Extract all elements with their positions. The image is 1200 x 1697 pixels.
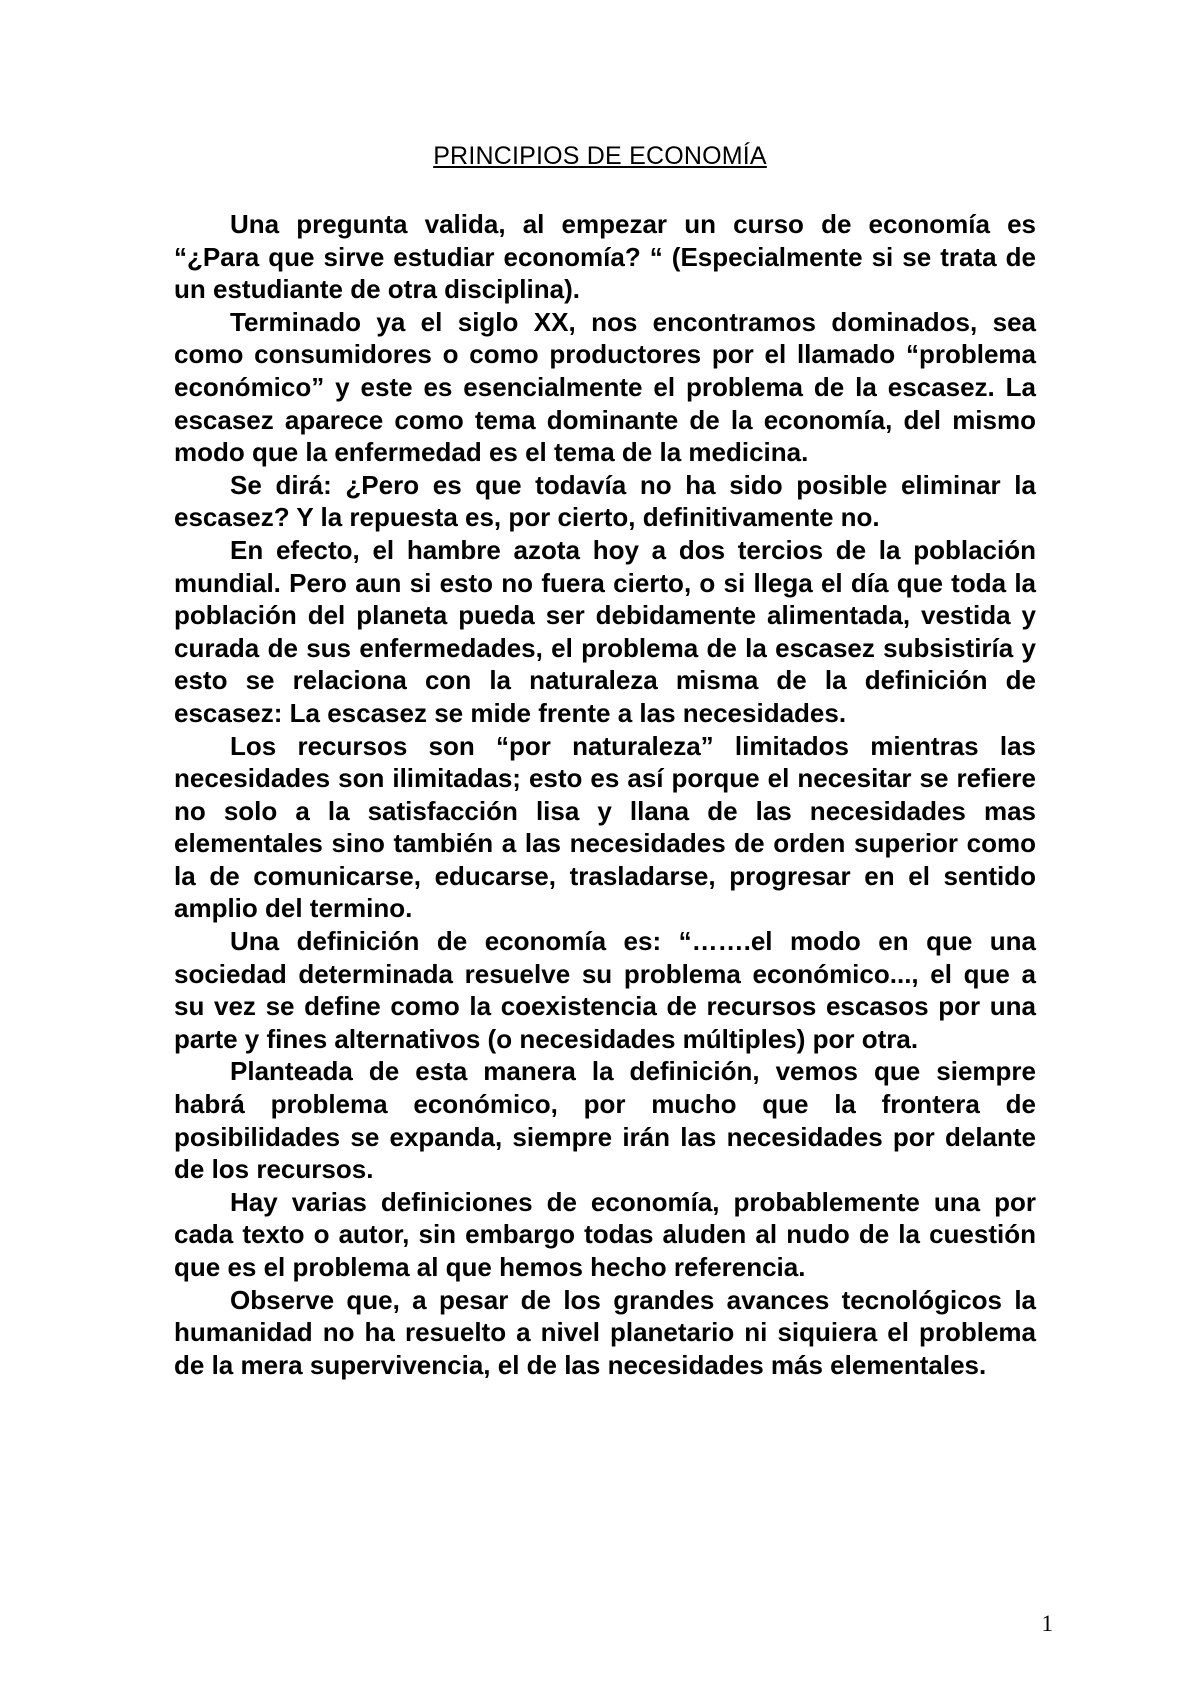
paragraph: Terminado ya el siglo XX, nos encontramos dominados, sea como consumidores o como productores por el llamado “problema económico” y este es esencialmente el problema de la escasez. La escasez aparece como tema dominante de la economía, del mismo modo que la enfermedad es el tema de la medicina. [174, 306, 1036, 468]
paragraph: Hay varias definiciones de economía, probablemente una por cada texto o autor, sin embargo todas aluden al nudo de la cuestión que es el problema al que hemos hecho referencia. [174, 1186, 1036, 1282]
paragraph: Se dirá: ¿Pero es que todavía no ha sido posible eliminar la escasez? Y la repuesta es, por cierto, definitivamente no. [174, 469, 1036, 533]
paragraph: En efecto, el hambre azota hoy a dos tercios de la población mundial. Pero aun si esto no fuera cierto, o si llega el día que toda la población del planeta pueda ser debidamente alimentada, vestida y curada de sus enfermedades, el problema de la escasez subsistiría y esto se relaciona con la naturaleza misma de la definición de escasez: La escasez se mide frente a las necesidades. [174, 534, 1036, 728]
paragraph: Una definición de economía es: “…….el modo en que una sociedad determinada resuelve su problema económico..., el que a su vez se define como la coexistencia de recursos escasos por una parte y fines alternativos (o necesidades múltiples) por otra. [174, 926, 1036, 1054]
paragraph: Observe que, a pesar de los grandes avances tecnológicos la humanidad no ha resuelto a nivel planetario ni siquiera el problema de la mera supervivencia, el de las necesidades más elementales. [174, 1284, 1036, 1380]
document-title: PRINCIPIOS DE ECONOMÍA [433, 142, 767, 170]
paragraph: Planteada de esta manera la definición, vemos que siempre habrá problema económico, por mucho que la frontera de posibilidades se expanda, siempre irán las necesidades por delante de los recursos. [174, 1056, 1036, 1185]
document-body [174, 208, 1036, 1381]
paragraph: Los recursos son “por naturaleza” limitados mientras las necesidades son ilimitadas; esto es así porque el necesitar se refiere no solo a la satisfacción lisa y llana de las necesidades mas elementales sino también a las necesidades de orden superior como la de comunicarse, educarse, trasladarse, progresar en el sentido amplio del termino. [174, 730, 1036, 924]
paragraph: Una pregunta valida, al empezar un curso de economía es “¿Para que sirve estudiar economía? “ (Especialmente si se trata de un estudiante de otra disciplina). [174, 209, 1036, 305]
page-number: 1 [1041, 1611, 1053, 1636]
